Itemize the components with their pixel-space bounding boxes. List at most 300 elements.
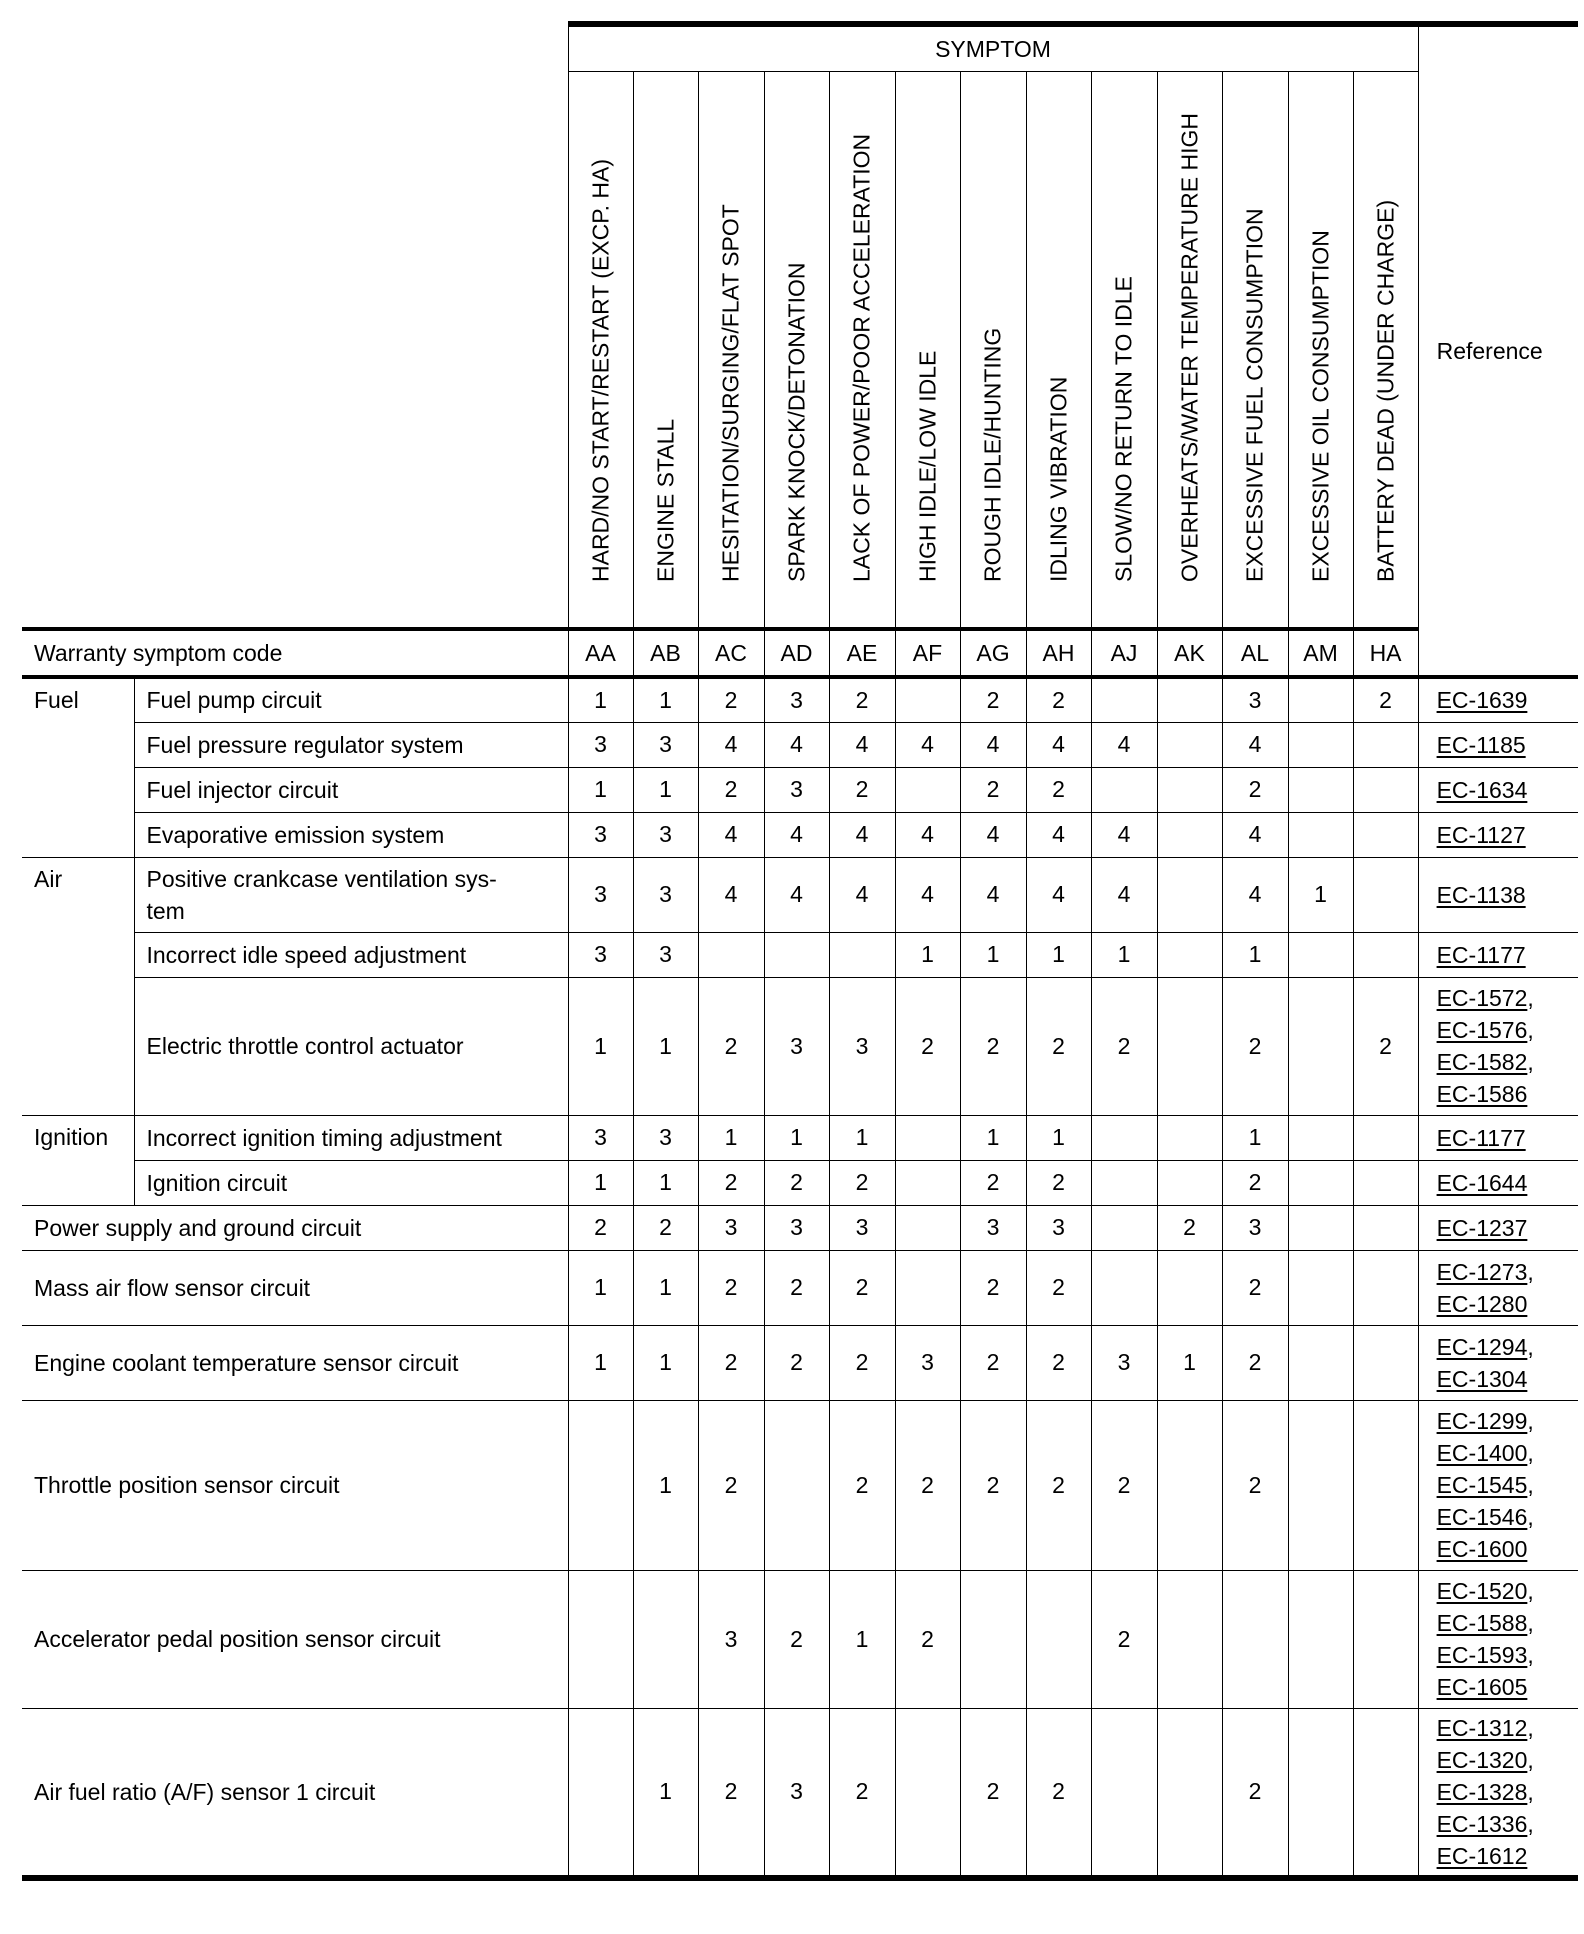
priority-cell: 1 — [1026, 1115, 1091, 1160]
priority-cell: 1 — [1222, 932, 1288, 977]
priority-cell: 3 — [1026, 1205, 1091, 1250]
priority-cell — [1353, 857, 1418, 932]
component-label: Incorrect ignition timing adjustment — [134, 1115, 568, 1160]
priority-cell: 2 — [568, 1205, 633, 1250]
priority-cell: 4 — [960, 857, 1026, 932]
table-row — [22, 722, 1578, 767]
component-label: Ignition circuit — [134, 1160, 568, 1205]
priority-cell — [1353, 1570, 1418, 1708]
priority-cell: 3 — [764, 977, 829, 1115]
priority-cell: 2 — [698, 1708, 764, 1878]
priority-cell: 3 — [829, 977, 895, 1115]
symptom-column-header — [633, 72, 698, 630]
reference-link[interactable]: EC-1605 — [1436, 1674, 1528, 1700]
table-row — [22, 1250, 1578, 1325]
reference-separator: , — [1527, 1778, 1534, 1805]
table-row — [22, 1570, 1578, 1708]
priority-cell: 1 — [960, 932, 1026, 977]
priority-cell: 2 — [960, 767, 1026, 812]
reference-separator: , — [1527, 1610, 1534, 1636]
blank-header-cell — [22, 24, 568, 629]
priority-cell — [1091, 677, 1157, 722]
priority-cell — [1157, 722, 1222, 767]
priority-cell: 2 — [1026, 1708, 1091, 1878]
reference-link[interactable]: EC-1312 — [1436, 1714, 1528, 1741]
warranty-code-row — [22, 629, 1578, 677]
reference-cell — [1418, 1160, 1578, 1205]
reference-line — [1437, 939, 1579, 971]
priority-cell — [1157, 977, 1222, 1115]
priority-cell — [1288, 1115, 1353, 1160]
reference-link[interactable]: EC-1593 — [1436, 1642, 1528, 1668]
reference-cell — [1418, 1205, 1578, 1250]
reference-separator: , — [1527, 1578, 1534, 1604]
priority-cell — [1091, 1250, 1157, 1325]
group-label: Ignition — [22, 1115, 134, 1205]
symptom-column-header — [698, 72, 764, 630]
priority-cell: 3 — [698, 1570, 764, 1708]
priority-cell — [568, 1708, 633, 1878]
reference-line — [1437, 1256, 1579, 1288]
priority-cell: 3 — [895, 1325, 960, 1400]
priority-cell: 3 — [1091, 1325, 1157, 1400]
reference-line — [1437, 1840, 1579, 1872]
priority-cell: 4 — [764, 812, 829, 857]
reference-cell — [1418, 722, 1578, 767]
reference-link[interactable]: EC-1582 — [1436, 1049, 1528, 1075]
symptom-code: AB — [633, 629, 698, 677]
priority-cell: 4 — [829, 722, 895, 767]
priority-cell — [1353, 1325, 1418, 1400]
reference-link[interactable]: EC-1644 — [1436, 1169, 1528, 1196]
reference-separator: , — [1527, 1642, 1534, 1668]
table-row — [22, 1115, 1578, 1160]
priority-cell: 3 — [568, 857, 633, 932]
priority-cell: 4 — [698, 722, 764, 767]
priority-cell: 1 — [633, 1400, 698, 1570]
priority-cell: 2 — [1353, 977, 1418, 1115]
component-label: Mass air flow sensor circuit — [22, 1250, 568, 1325]
symptom-code: AE — [829, 629, 895, 677]
priority-cell: 1 — [568, 767, 633, 812]
reference-line — [1437, 1046, 1579, 1078]
reference-link[interactable]: EC-1336 — [1436, 1810, 1528, 1837]
priority-cell: 3 — [568, 722, 633, 767]
priority-cell — [1157, 1115, 1222, 1160]
priority-cell — [1157, 812, 1222, 857]
reference-line — [1437, 1167, 1579, 1199]
priority-cell: 2 — [698, 1160, 764, 1205]
symptom-code: AH — [1026, 629, 1091, 677]
reference-cell — [1418, 1325, 1578, 1400]
priority-cell: 4 — [1222, 722, 1288, 767]
reference-line — [1437, 1122, 1579, 1154]
priority-cell: 3 — [698, 1205, 764, 1250]
priority-cell: 1 — [1091, 932, 1157, 977]
priority-cell: 2 — [1157, 1205, 1222, 1250]
symptom-code: AM — [1288, 629, 1353, 677]
symptom-label: IDLING VIBRATION — [1045, 376, 1071, 582]
priority-cell: 2 — [1026, 1160, 1091, 1205]
symptom-column-header — [895, 72, 960, 630]
priority-cell: 3 — [633, 932, 698, 977]
symptom-code: AL — [1222, 629, 1288, 677]
priority-cell: 2 — [764, 1325, 829, 1400]
priority-cell: 2 — [960, 1708, 1026, 1878]
priority-cell — [1288, 812, 1353, 857]
priority-cell: 3 — [1222, 1205, 1288, 1250]
priority-cell: 2 — [1222, 767, 1288, 812]
priority-cell: 2 — [1026, 1400, 1091, 1570]
reference-line — [1437, 1469, 1579, 1501]
reference-line — [1437, 1437, 1579, 1469]
reference-link[interactable]: EC-1273 — [1436, 1258, 1528, 1285]
priority-cell — [1157, 932, 1222, 977]
reference-link[interactable]: EC-1586 — [1436, 1081, 1528, 1107]
component-label: Fuel pump circuit — [134, 677, 568, 722]
priority-cell: 3 — [829, 1205, 895, 1250]
priority-cell: 2 — [698, 1400, 764, 1570]
priority-cell — [764, 932, 829, 977]
priority-cell: 2 — [698, 1250, 764, 1325]
priority-cell: 4 — [1026, 812, 1091, 857]
component-label: Incorrect idle speed adjustment — [134, 932, 568, 977]
component-label: Power supply and ground circuit — [22, 1205, 568, 1250]
symptom-label: HARD/NO START/RESTART (EXCP. HA) — [587, 158, 613, 582]
component-label: Accelerator pedal position sensor circuit — [22, 1570, 568, 1708]
group-label: Air — [22, 857, 134, 1115]
priority-cell — [1157, 1570, 1222, 1708]
priority-cell — [1091, 1205, 1157, 1250]
reference-line — [1437, 774, 1579, 806]
symptom-label: SPARK KNOCK/DETONATION — [783, 262, 809, 582]
reference-line — [1437, 1533, 1579, 1565]
reference-link[interactable]: EC-1237 — [1436, 1214, 1528, 1241]
priority-cell — [1353, 1250, 1418, 1325]
priority-cell: 4 — [960, 722, 1026, 767]
reference-line — [1437, 819, 1579, 851]
priority-cell: 1 — [764, 1115, 829, 1160]
priority-cell: 2 — [960, 1250, 1026, 1325]
reference-line — [1437, 1639, 1579, 1671]
priority-cell: 2 — [698, 677, 764, 722]
priority-cell — [1288, 1708, 1353, 1878]
priority-cell: 1 — [568, 977, 633, 1115]
priority-cell: 1 — [1222, 1115, 1288, 1160]
priority-cell: 2 — [698, 767, 764, 812]
priority-cell: 1 — [698, 1115, 764, 1160]
component-label: Engine coolant temperature sensor circuit — [22, 1325, 568, 1400]
component-label-line: tem — [146, 897, 185, 924]
table-row — [22, 1205, 1578, 1250]
reference-link[interactable]: EC-1576 — [1436, 1017, 1528, 1043]
priority-cell: 3 — [764, 677, 829, 722]
symptom-header: SYMPTOM — [568, 24, 1418, 72]
reference-link[interactable]: EC-1294 — [1436, 1333, 1528, 1360]
priority-cell: 2 — [764, 1160, 829, 1205]
table-row — [22, 1325, 1578, 1400]
priority-cell: 2 — [633, 1205, 698, 1250]
reference-link[interactable]: EC-1138 — [1436, 881, 1526, 908]
priority-cell — [895, 677, 960, 722]
table-row — [22, 977, 1578, 1115]
reference-separator: , — [1527, 1258, 1534, 1285]
priority-cell — [1288, 677, 1353, 722]
reference-cell — [1418, 932, 1578, 977]
priority-cell: 2 — [895, 1400, 960, 1570]
priority-cell — [960, 1570, 1026, 1708]
component-label-line: Positive crankcase ventilation sys- — [146, 865, 497, 892]
reference-separator: , — [1527, 1017, 1534, 1043]
reference-link[interactable]: EC-1177 — [1436, 1124, 1526, 1151]
symptom-label: HESITATION/SURGING/FLAT SPOT — [717, 204, 744, 582]
priority-cell: 4 — [764, 722, 829, 767]
reference-link[interactable]: EC-1572 — [1436, 985, 1528, 1011]
reference-cell — [1418, 1570, 1578, 1708]
reference-separator: , — [1527, 1746, 1534, 1773]
reference-separator: , — [1527, 985, 1534, 1011]
reference-cell — [1418, 1400, 1578, 1570]
priority-cell: 2 — [698, 977, 764, 1115]
priority-cell: 4 — [764, 857, 829, 932]
reference-separator: , — [1527, 1472, 1534, 1498]
table-row — [22, 677, 1578, 722]
priority-cell — [895, 1205, 960, 1250]
priority-cell: 2 — [1091, 1400, 1157, 1570]
priority-cell — [1353, 1205, 1418, 1250]
reference-link[interactable]: EC-1185 — [1436, 731, 1526, 758]
priority-cell: 2 — [1222, 1400, 1288, 1570]
reference-separator: , — [1527, 1333, 1534, 1360]
reference-link[interactable]: EC-1639 — [1436, 687, 1528, 714]
reference-line — [1437, 1744, 1579, 1776]
reference-separator: , — [1527, 1810, 1534, 1837]
priority-cell: 3 — [568, 812, 633, 857]
symptom-label: ROUGH IDLE/HUNTING — [979, 327, 1006, 582]
priority-cell: 2 — [829, 1250, 895, 1325]
priority-cell: 1 — [1026, 932, 1091, 977]
reference-line — [1437, 1078, 1579, 1110]
reference-line — [1437, 982, 1579, 1014]
priority-cell: 2 — [1091, 1570, 1157, 1708]
component-label: Fuel pressure regulator system — [134, 722, 568, 767]
reference-line — [1437, 1501, 1579, 1533]
priority-cell — [568, 1400, 633, 1570]
priority-cell — [1353, 1708, 1418, 1878]
priority-cell: 2 — [960, 677, 1026, 722]
group-label: Fuel — [22, 677, 134, 857]
priority-cell — [1288, 1205, 1353, 1250]
priority-cell: 2 — [1026, 767, 1091, 812]
symptom-label: LACK OF POWER/POOR ACCELERATION — [848, 133, 875, 582]
symptom-code: HA — [1353, 629, 1418, 677]
priority-cell: 2 — [1222, 1250, 1288, 1325]
table-row — [22, 812, 1578, 857]
priority-cell: 1 — [829, 1115, 895, 1160]
priority-cell: 2 — [1222, 1708, 1288, 1878]
reference-link[interactable]: EC-1304 — [1436, 1365, 1528, 1392]
symptom-column-header — [1288, 72, 1353, 630]
priority-cell: 2 — [764, 1250, 829, 1325]
reference-cell — [1418, 857, 1578, 932]
reference-line — [1437, 1014, 1579, 1046]
priority-cell: 4 — [895, 722, 960, 767]
priority-cell: 2 — [960, 1160, 1026, 1205]
priority-cell: 3 — [633, 722, 698, 767]
reference-line — [1437, 1607, 1579, 1639]
symptom-column-header — [764, 72, 829, 630]
symptom-column-header — [1026, 72, 1091, 630]
priority-cell: 4 — [698, 812, 764, 857]
priority-cell: 3 — [764, 1708, 829, 1878]
priority-cell: 4 — [829, 812, 895, 857]
reference-cell — [1418, 1250, 1578, 1325]
priority-cell — [895, 1160, 960, 1205]
priority-cell: 1 — [633, 1325, 698, 1400]
reference-line — [1437, 1405, 1579, 1437]
symptom-matrix-table — [22, 21, 1578, 1881]
reference-line — [1437, 729, 1579, 761]
component-label: Air fuel ratio (A/F) sensor 1 circuit — [22, 1708, 568, 1878]
priority-cell — [1288, 977, 1353, 1115]
priority-cell: 3 — [633, 1115, 698, 1160]
priority-cell: 2 — [829, 767, 895, 812]
priority-cell — [1353, 1115, 1418, 1160]
reference-link[interactable]: EC-1612 — [1436, 1842, 1528, 1869]
reference-link[interactable]: EC-1127 — [1436, 821, 1526, 848]
priority-cell — [1288, 722, 1353, 767]
reference-header: Reference — [1418, 24, 1578, 677]
priority-cell — [1091, 1708, 1157, 1878]
warranty-code-label: Warranty symptom code — [22, 629, 568, 677]
symptom-column-header — [1222, 72, 1288, 630]
reference-link[interactable]: EC-1328 — [1436, 1778, 1528, 1805]
priority-cell — [1157, 1160, 1222, 1205]
symptom-code: AJ — [1091, 629, 1157, 677]
priority-cell: 1 — [568, 677, 633, 722]
symptom-label: EXCESSIVE FUEL CONSUMPTION — [1241, 208, 1268, 582]
reference-link[interactable]: EC-1299 — [1436, 1408, 1528, 1434]
component-label — [134, 857, 568, 932]
priority-cell — [1288, 932, 1353, 977]
symptom-label: BATTERY DEAD (UNDER CHARGE) — [1372, 199, 1399, 582]
priority-cell — [1091, 1115, 1157, 1160]
reference-link[interactable]: EC-1600 — [1436, 1536, 1528, 1562]
reference-link[interactable]: EC-1588 — [1436, 1610, 1528, 1636]
reference-link[interactable]: EC-1520 — [1436, 1578, 1528, 1604]
table-row — [22, 1400, 1578, 1570]
symptom-code: AK — [1157, 629, 1222, 677]
reference-line — [1437, 1212, 1579, 1244]
reference-separator: , — [1527, 1440, 1534, 1466]
reference-link[interactable]: EC-1400 — [1436, 1440, 1528, 1466]
symptom-column-header — [829, 72, 895, 630]
priority-cell: 1 — [568, 1250, 633, 1325]
priority-cell: 1 — [1157, 1325, 1222, 1400]
priority-cell: 3 — [764, 767, 829, 812]
priority-cell — [568, 1570, 633, 1708]
reference-link[interactable]: EC-1320 — [1436, 1746, 1528, 1773]
priority-cell: 4 — [1222, 857, 1288, 932]
reference-link[interactable]: EC-1545 — [1436, 1472, 1528, 1498]
priority-cell: 1 — [960, 1115, 1026, 1160]
priority-cell: 4 — [960, 812, 1026, 857]
priority-cell: 4 — [895, 857, 960, 932]
priority-cell: 4 — [1026, 857, 1091, 932]
priority-cell — [1026, 1570, 1091, 1708]
reference-link[interactable]: EC-1634 — [1436, 776, 1528, 803]
reference-line — [1437, 1671, 1579, 1703]
reference-line — [1437, 1776, 1579, 1808]
priority-cell — [1157, 677, 1222, 722]
reference-link[interactable]: EC-1177 — [1436, 941, 1526, 968]
priority-cell — [895, 767, 960, 812]
priority-cell — [1353, 722, 1418, 767]
priority-cell: 2 — [829, 1160, 895, 1205]
priority-cell: 2 — [698, 1325, 764, 1400]
reference-link[interactable]: EC-1546 — [1436, 1504, 1528, 1530]
priority-cell: 4 — [1026, 722, 1091, 767]
priority-cell: 2 — [1026, 1250, 1091, 1325]
priority-cell: 4 — [698, 857, 764, 932]
priority-cell — [1353, 812, 1418, 857]
priority-cell: 1 — [568, 1160, 633, 1205]
reference-line — [1437, 1363, 1579, 1395]
symptom-code: AC — [698, 629, 764, 677]
table-row — [22, 767, 1578, 812]
priority-cell — [1288, 1325, 1353, 1400]
symptom-code: AA — [568, 629, 633, 677]
priority-cell: 2 — [895, 977, 960, 1115]
symptom-column-header — [1157, 72, 1222, 630]
reference-line — [1437, 1288, 1579, 1320]
priority-cell — [1288, 1160, 1353, 1205]
component-label: Evaporative emission system — [134, 812, 568, 857]
priority-cell: 4 — [1091, 857, 1157, 932]
symptom-label: ENGINE STALL — [652, 418, 678, 582]
priority-cell: 4 — [895, 812, 960, 857]
priority-cell: 2 — [960, 1325, 1026, 1400]
symptom-label: OVERHEATS/WATER TEMPERATURE HIGH — [1176, 113, 1202, 582]
priority-cell: 2 — [829, 1708, 895, 1878]
priority-cell: 2 — [895, 1570, 960, 1708]
priority-cell — [1353, 767, 1418, 812]
priority-cell: 2 — [1353, 677, 1418, 722]
priority-cell: 2 — [1026, 1325, 1091, 1400]
reference-link[interactable]: EC-1280 — [1436, 1290, 1528, 1317]
priority-cell — [895, 1115, 960, 1160]
symptom-column-header — [1091, 72, 1157, 630]
priority-cell: 2 — [829, 677, 895, 722]
symptom-label: EXCESSIVE OIL CONSUMPTION — [1307, 230, 1333, 582]
priority-cell: 1 — [633, 767, 698, 812]
reference-separator: , — [1527, 1714, 1534, 1741]
priority-cell — [1353, 1160, 1418, 1205]
priority-cell: 1 — [633, 1250, 698, 1325]
priority-cell: 2 — [960, 977, 1026, 1115]
symptom-code: AG — [960, 629, 1026, 677]
priority-cell — [1157, 1400, 1222, 1570]
priority-cell: 2 — [960, 1400, 1026, 1570]
priority-cell: 3 — [1222, 677, 1288, 722]
priority-cell — [1288, 767, 1353, 812]
priority-cell: 2 — [1026, 677, 1091, 722]
table-row — [22, 1160, 1578, 1205]
priority-cell: 4 — [829, 857, 895, 932]
symptom-column-header — [960, 72, 1026, 630]
table-row — [22, 932, 1578, 977]
priority-cell — [764, 1400, 829, 1570]
